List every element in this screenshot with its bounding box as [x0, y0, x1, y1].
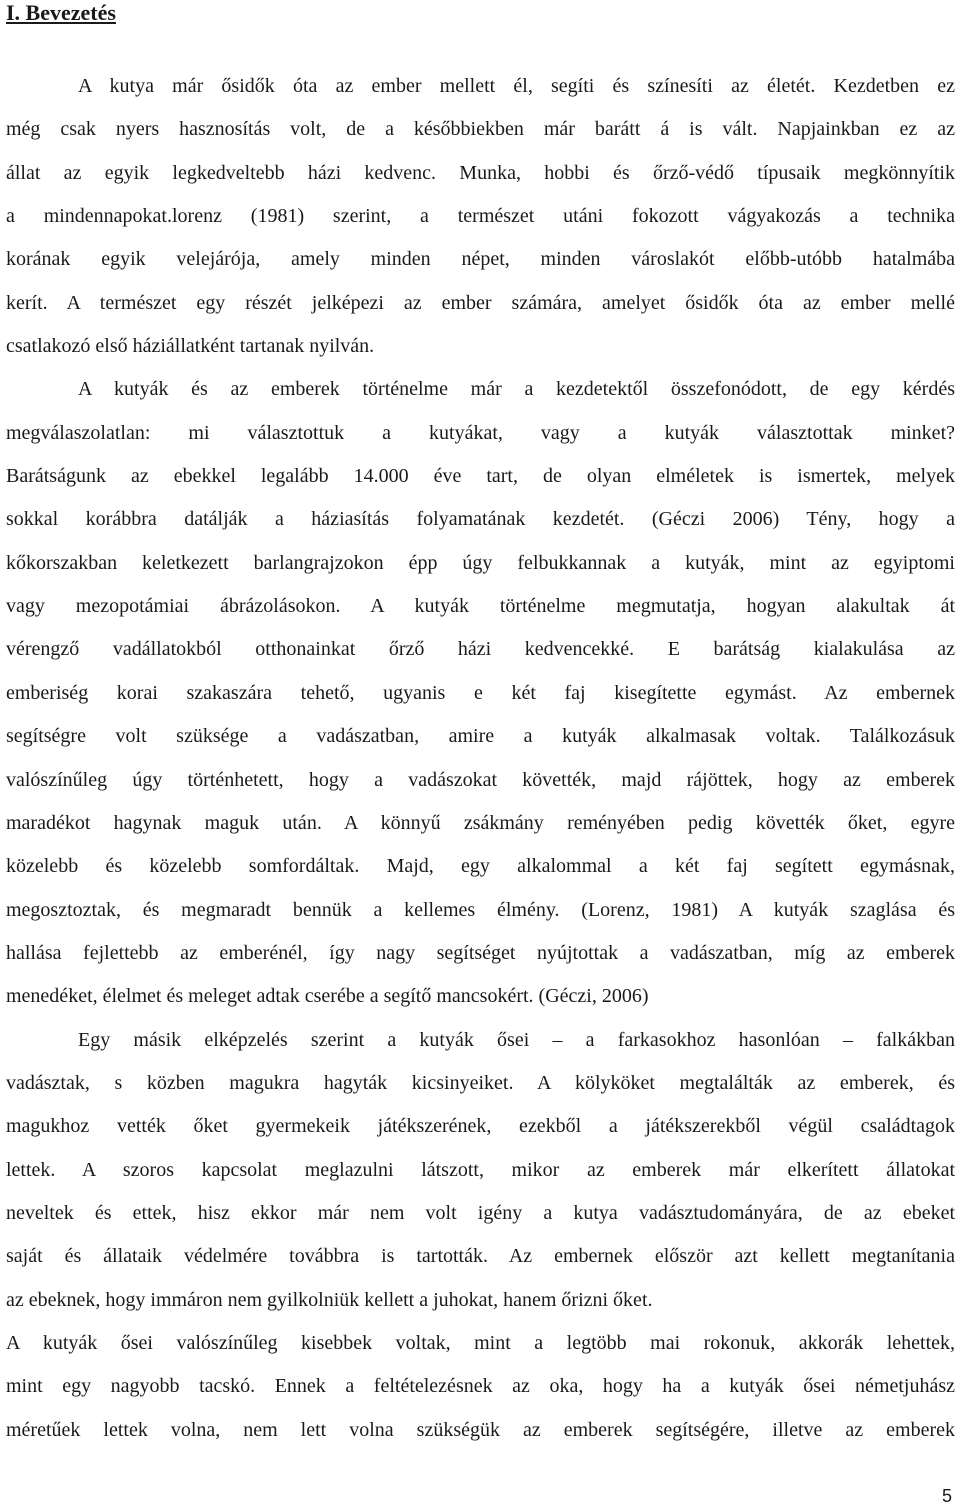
text-line: maradékot hagynak maguk után. A könnyű zsákmány reményében pedig követték őket, egyre — [6, 811, 955, 834]
text-line: sokkal korábbra datálják a háziasítás folyamatának kezdetét. (Géczi 2006) Tény, hogy a — [6, 508, 955, 531]
text-line: A kutya már ősidők óta az ember mellett él, segíti és színesíti az életét. Kezdetben ez — [78, 75, 955, 97]
text-line: az ebeknek, hogy immáron nem gyilkolniük kellett a juhokat, hanem őrizni őket. — [6, 1288, 653, 1311]
text-line: Barátságunk az ebekkel legalább 14.000 éve tart, de olyan elméletek is ismertek, melyek — [6, 465, 955, 488]
text-line: a mindennapokat.lorenz (1981) szerint, a természet utáni fokozott vágyakozás a technika — [6, 205, 955, 228]
text-line: még csak nyers hasznosítás volt, de a későbbiekben már barátt á is vált. Napjainkban ez az — [6, 118, 955, 141]
text-line: saját és állataik védelmére továbbra is tartották. Az embernek először azt kellett megtanítania — [6, 1245, 955, 1268]
text-line: méretűek lettek volna, nem lett volna szükségük az emberek segítségére, illetve az emberek — [6, 1418, 955, 1441]
text-line: kőkorszakban keletkezett barlangrajzokon épp úgy felbukkannak a kutyák, mint az egyiptomi — [6, 551, 955, 574]
text-line: Egy másik elképzelés szerint a kutyák ősei – a farkasokhoz hasonlóan – falkákban — [78, 1028, 955, 1051]
text-line: lettek. A szoros kapcsolat meglazulni látszott, mikor az emberek már elkerített állatokat — [6, 1158, 955, 1181]
text-line: közelebb és közelebb somfordáltak. Majd, egy alkalommal a két faj segített egymásnak, — [6, 855, 955, 878]
body-text — [6, 75, 955, 1462]
text-line: kerít. A természet egy részét jelképezi az ember számára, amelyet ősidők óta az ember mellé — [6, 291, 955, 314]
text-line: csatlakozó első háziállatként tartanak nyilván. — [6, 335, 375, 358]
text-line: menedéket, élelmet és meleget adtak cserébe a segítő mancsokért. (Géczi, 2006) — [6, 985, 649, 1008]
text-line: megválaszolatlan: mi választottuk a kutyákat, vagy a kutyák választottak minket? — [6, 421, 955, 444]
page-number: 5 — [941, 1486, 952, 1506]
text-line: hallása fejlettebb az emberénél, így nagy segítséget nyújtottak a vadászatban, míg az emberek — [6, 941, 955, 964]
text-line: A kutyák és az emberek történelme már a kezdetektől összefonódott, de egy kérdés — [78, 378, 955, 401]
section-heading: I. Bevezetés — [6, 0, 116, 25]
text-line: vagy mezopotámiai ábrázolásokon. A kutyák történelme megmutatja, hogyan alakultak át — [6, 595, 955, 618]
text-line: emberiség korai szakaszára tehető, ugyanis e két faj kisegítette egymást. Az embernek — [6, 681, 955, 704]
text-line: állat az egyik legkedveltebb házi kedvenc. Munka, hobbi és őrző-védő típusaik megkönnyítik — [6, 161, 955, 184]
text-line: magukhoz vették őket gyermekeik játékszerének, ezekből a játékszerekből végül családtagok — [6, 1115, 955, 1138]
text-line: valószínűleg úgy történhetett, hogy a vadászokat követték, majd rájöttek, hogy az emberek — [6, 768, 955, 791]
text-line: segítségre volt szüksége a vadászatban, amire a kutyák alkalmasak voltak. Találkozásuk — [6, 725, 955, 748]
text-line: mint egy nagyobb tacskó. Ennek a feltételezésnek az oka, hogy ha a kutyák ősei németjuhász — [6, 1375, 955, 1398]
text-line: neveltek és ettek, hisz ekkor már nem volt igény a kutya vadásztudományára, de az ebeket — [6, 1201, 955, 1224]
text-line: vadásztak, s közben magukra hagyták kicsinyeiket. A kölyköket megtalálták az emberek, és — [6, 1071, 955, 1094]
text-line: A kutyák ősei valószínűleg kisebbek voltak, mint a legtöbb mai rokonuk, akkorák lehettek, — [6, 1331, 955, 1354]
text-line: korának egyik velejárója, amely minden népet, minden városlakót előbb-utóbb hatalmába — [6, 248, 955, 271]
text-line: vérengző vadállatokból otthonainkat őrző házi kedvencekké. E barátság kialakulása az — [6, 638, 955, 661]
text-line: megosztoztak, és megmaradt bennük a kellemes élmény. (Lorenz, 1981) A kutyák szaglása és — [6, 898, 955, 921]
